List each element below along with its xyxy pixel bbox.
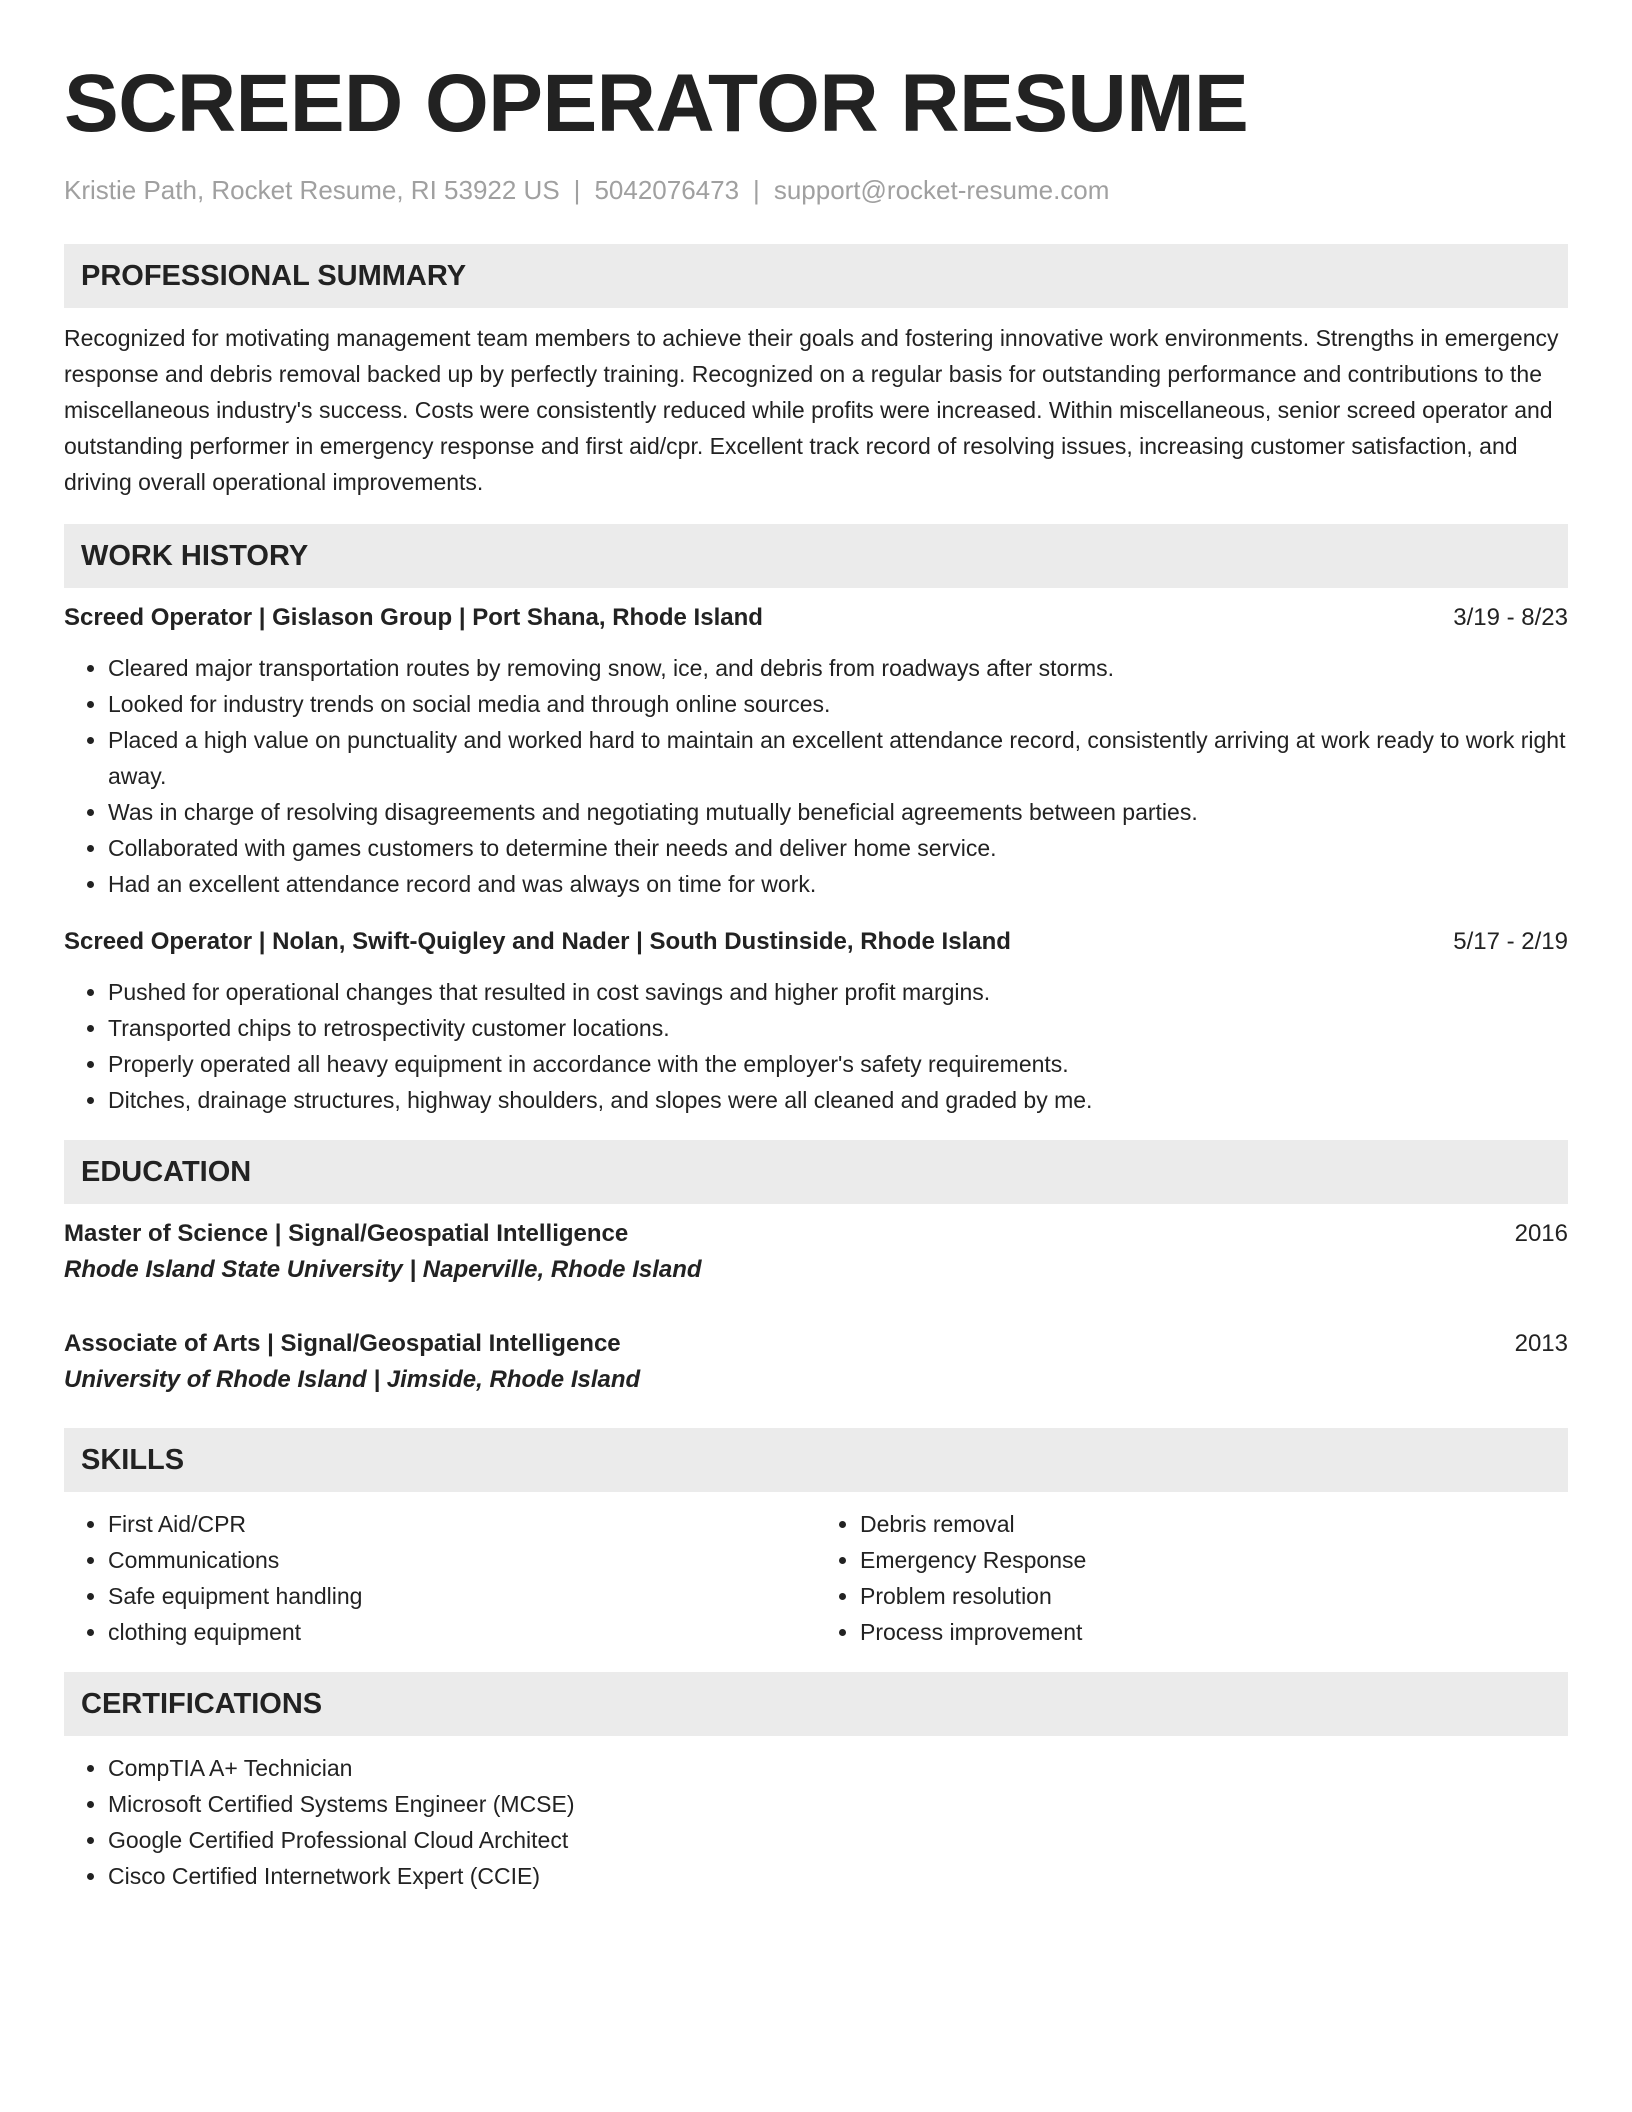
contact-email: support@rocket-resume.com [773, 175, 1110, 205]
skills-list-left [64, 1506, 816, 1650]
job-bullet: • Looked for industry trends on social media and through online sources. [108, 686, 1568, 722]
skill-item: • Process improvement [860, 1614, 1568, 1650]
skill-item: • First Aid/CPR [108, 1506, 816, 1542]
skill-item: • Debris removal [860, 1506, 1568, 1542]
skill-item: • Problem resolution [860, 1578, 1568, 1614]
section-header-skills: SKILLS [64, 1428, 1568, 1492]
job-bullet: • Placed a high value on punctuality and worked hard to maintain an excellent attendance record, consistently arriving at work ready to work right away. [108, 722, 1568, 794]
resume-title: SCREED OPERATOR RESUME [64, 58, 1249, 149]
job-title: Screed Operator | Gislason Group | Port Shana, Rhode Island [64, 604, 763, 631]
education-school: Rhode Island State University | Naperville, Rhode Island [64, 1256, 702, 1283]
job-header [64, 600, 1568, 636]
education-header [64, 1326, 1568, 1362]
certification-item: • Microsoft Certified Systems Engineer (MCSE) [108, 1786, 1568, 1822]
contact-address: Kristie Path, Rocket Resume, RI 53922 US [64, 175, 560, 205]
job-bullet: • Transported chips to retrospectivity customer locations. [108, 1010, 1568, 1046]
job-bullet: • Collaborated with games customers to determine their needs and deliver home service. [108, 830, 1568, 866]
job-bullet: • Had an excellent attendance record and was always on time for work. [108, 866, 1568, 902]
skills-columns [64, 1492, 1568, 1650]
education-entry [64, 1326, 1568, 1398]
skill-item: • clothing equipment [108, 1614, 816, 1650]
job-dates: 5/17 - 2/19 [1453, 928, 1568, 955]
certification-item: • Google Certified Professional Cloud Architect [108, 1822, 1568, 1858]
job-bullet: • Was in charge of resolving disagreements and negotiating mutually beneficial agreements between parties. [108, 794, 1568, 830]
job-bullets [64, 974, 1568, 1118]
certifications-list [64, 1750, 1568, 1894]
job-bullets [64, 650, 1568, 902]
contact-separator: | [753, 175, 760, 205]
contact-phone: 5042076473 [594, 175, 740, 205]
job-entry [64, 600, 1568, 902]
contact-separator: | [573, 175, 581, 205]
education-entry [64, 1216, 1568, 1288]
skill-item: • Communications [108, 1542, 816, 1578]
section-header-education: EDUCATION [64, 1140, 1568, 1204]
education-degree: Associate of Arts | Signal/Geospatial Intelligence [64, 1330, 621, 1357]
education-school: University of Rhode Island | Jimside, Rhode Island [64, 1366, 641, 1393]
certification-item: • CompTIA A+ Technician [108, 1750, 1568, 1786]
skills-list-right [816, 1506, 1568, 1650]
section-header-work-history: WORK HISTORY [64, 524, 1568, 588]
job-bullet: • Pushed for operational changes that resulted in cost savings and higher profit margins. [108, 974, 1568, 1010]
job-title: Screed Operator | Nolan, Swift-Quigley and Nader | South Dustinside, Rhode Island [64, 928, 1011, 955]
education-year: 2013 [1514, 1330, 1568, 1357]
education-degree: Master of Science | Signal/Geospatial Intelligence [64, 1220, 629, 1247]
certification-item: • Cisco Certified Internetwork Expert (CCIE) [108, 1858, 1568, 1894]
skill-item: • Safe equipment handling [108, 1578, 816, 1614]
job-dates: 3/19 - 8/23 [1453, 604, 1568, 631]
job-bullet: • Ditches, drainage structures, highway shoulders, and slopes were all cleaned and graded by me. [108, 1082, 1568, 1118]
job-entry [64, 924, 1568, 1118]
summary-text: Recognized for motivating management team members to achieve their goals and fostering innovative work environments. Strengths in emergency response and debris removal backed up by perfectly training. Recognized on a regular basis for outstanding performance and contributions to the miscellaneous industry's success. Costs were consistently reduced while profits were increased. Within miscellaneous, senior screed operator and outstanding performer in emergency response and first aid/cpr. Excellent track record of resolving issues, increasing customer satisfaction, and driving overall operational improvements. [64, 325, 1559, 495]
job-bullet: • Properly operated all heavy equipment in accordance with the employer's safety requirements. [108, 1046, 1568, 1082]
skill-item: • Emergency Response [860, 1542, 1568, 1578]
job-bullet: • Cleared major transportation routes by removing snow, ice, and debris from roadways after storms. [108, 650, 1568, 686]
contact-line [64, 172, 1568, 208]
education-header [64, 1216, 1568, 1252]
section-header-summary: PROFESSIONAL SUMMARY [64, 244, 1568, 308]
education-year: 2016 [1514, 1220, 1568, 1247]
section-header-certifications: CERTIFICATIONS [64, 1672, 1568, 1736]
job-header [64, 924, 1568, 960]
